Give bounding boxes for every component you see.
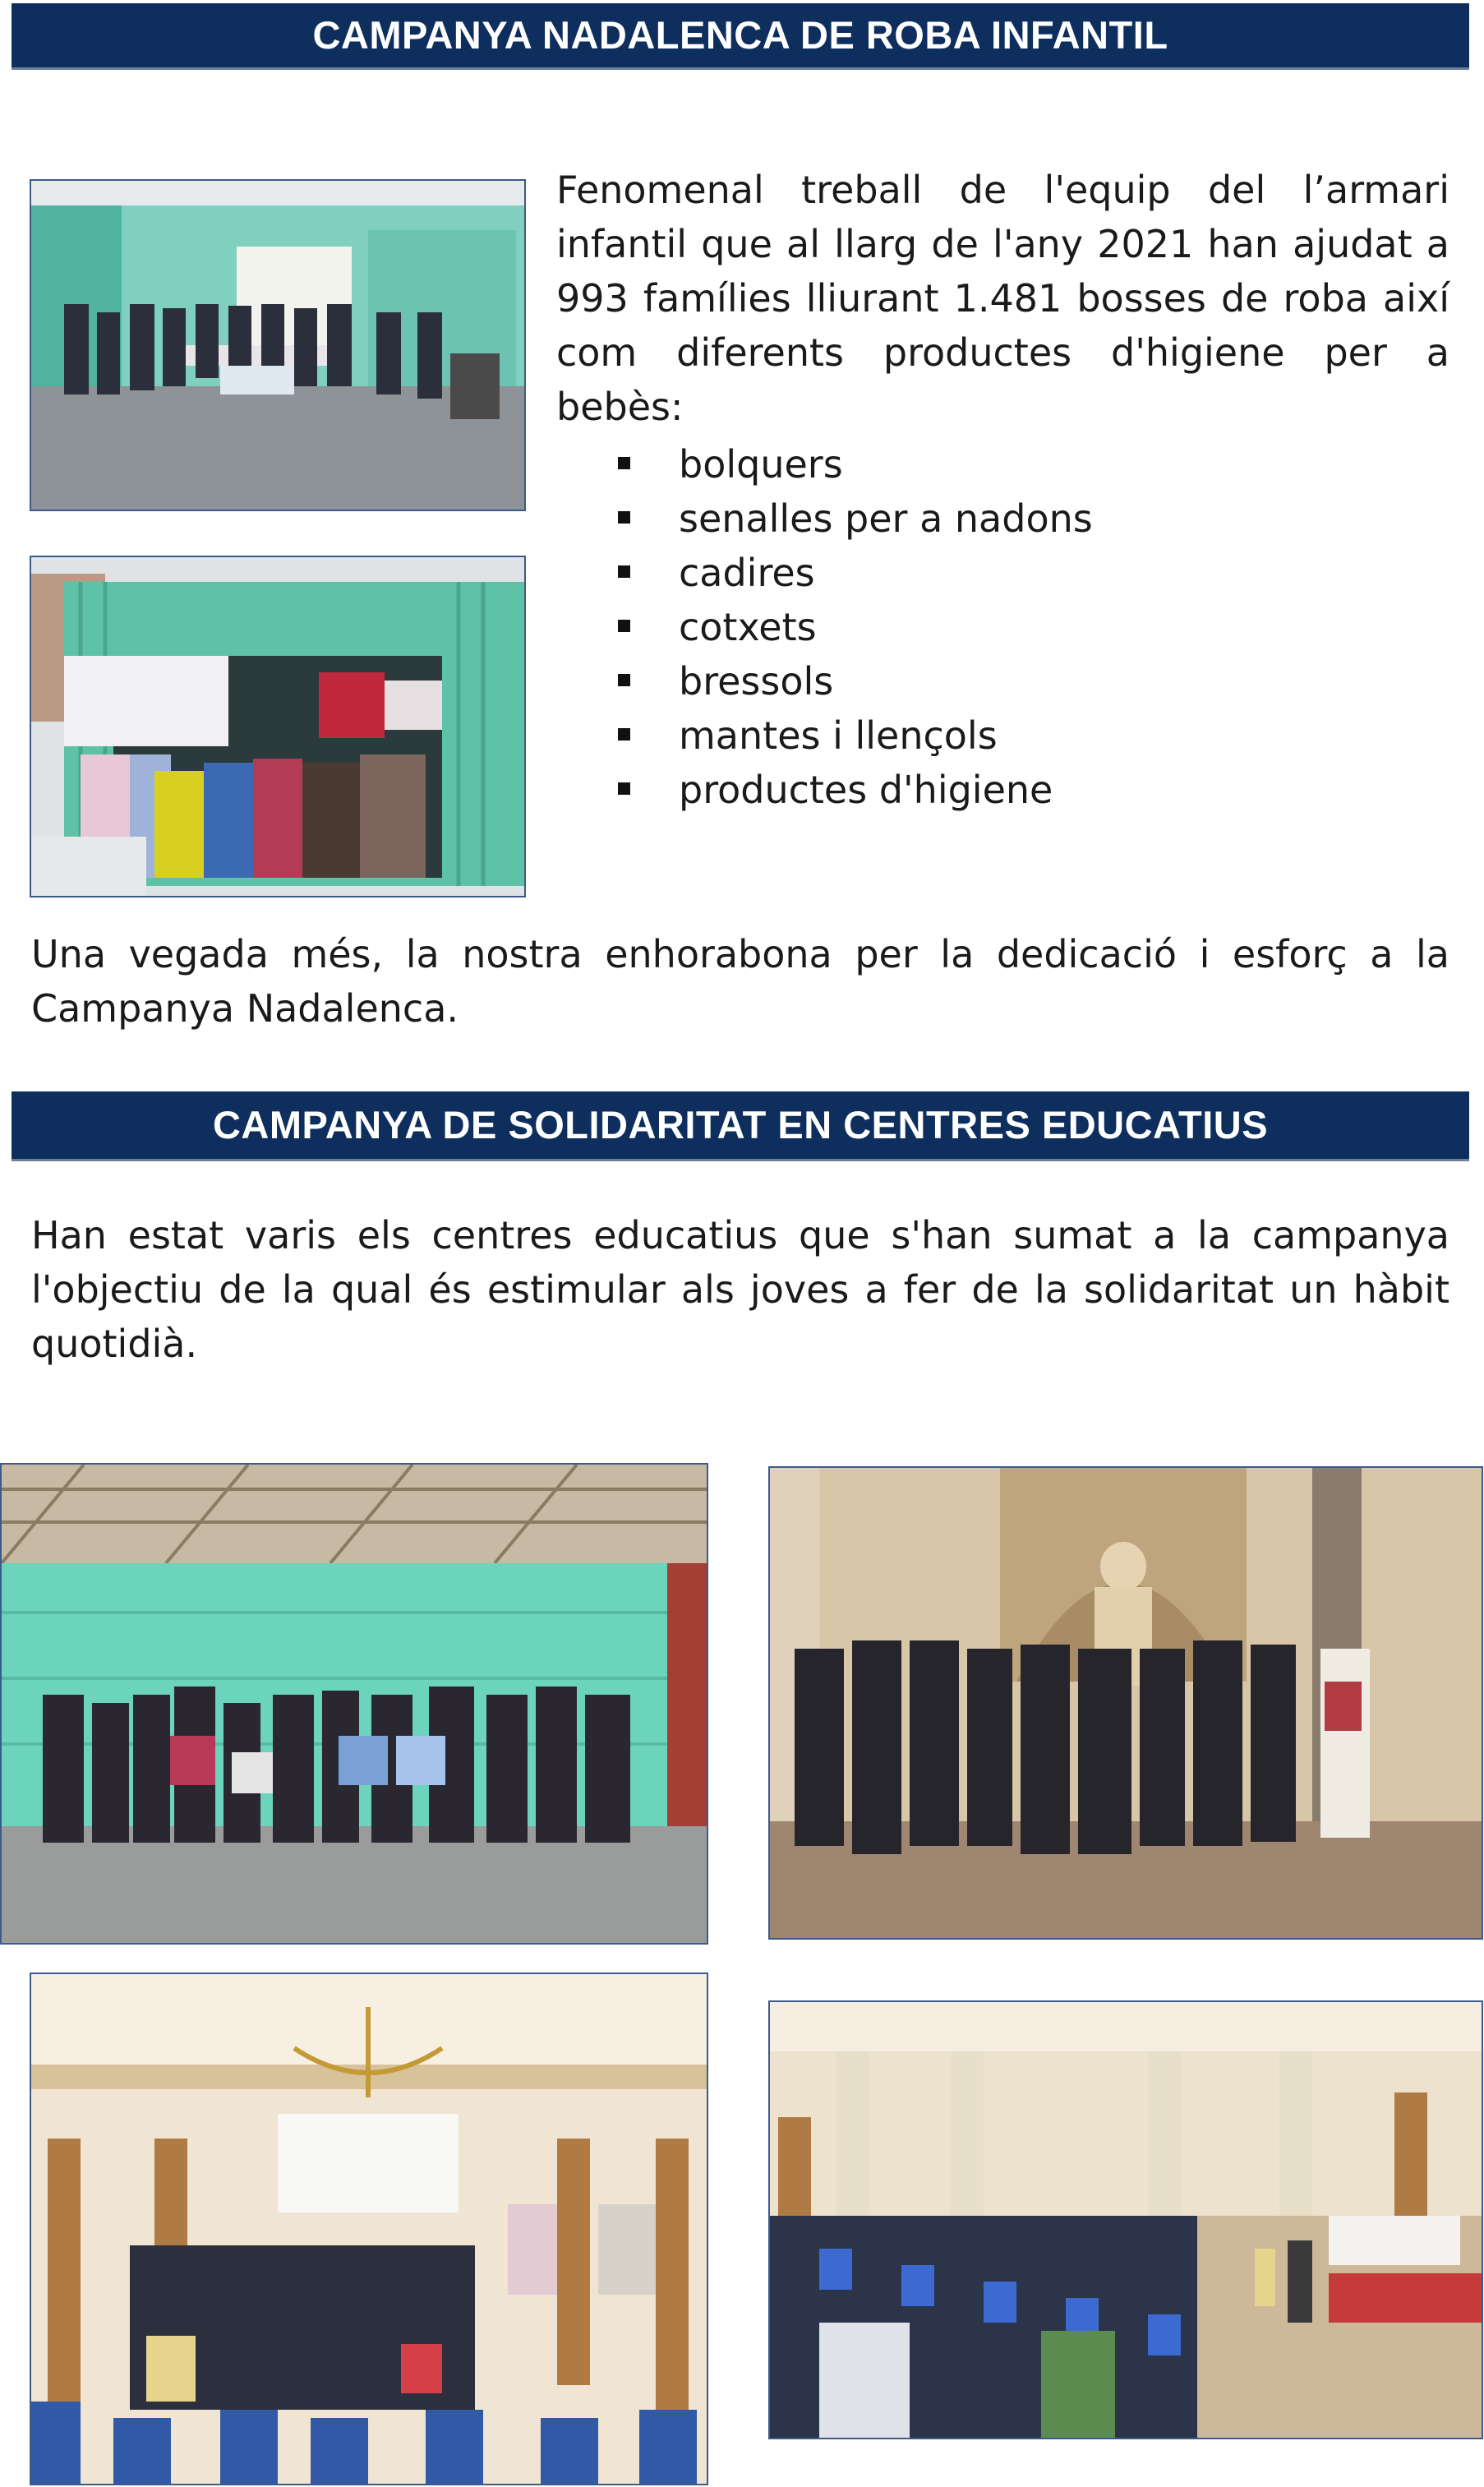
list-item: cotxets <box>618 600 1093 654</box>
square-bullet-icon <box>618 782 630 795</box>
list-item: mantes i llençols <box>618 708 1093 763</box>
list-item: cadires <box>618 546 1093 600</box>
list-item: senalles per a nadons <box>618 491 1093 546</box>
photo-volunteers-team <box>30 179 526 511</box>
intro-paragraph: Fenomenal treball de l'equip del l’armari infantil que al llarg de l'any 2021 han ajudat a 993 famílies lliurant 1.481 bosses de roba així com diferents productes d'higiene per a bebès: <box>556 168 1449 429</box>
square-bullet-icon <box>618 674 630 686</box>
schools-paragraph: Han estat varis els centres educatius que s'han sumat a la campanya l'objectiu de la qual és estimular als joves a fer de la solidaritat un hàbit quotidià. <box>31 1213 1449 1366</box>
photo-students-hall <box>30 1973 708 2485</box>
photo-audience-seated <box>768 2000 1483 2439</box>
section-title: CAMPANYA DE SOLIDARITAT EN CENTRES EDUCATIUS <box>212 1103 1269 1147</box>
products-list <box>618 437 1093 817</box>
section-title: CAMPANYA NADALENCA DE ROBA INFANTIL <box>312 13 1168 57</box>
section-title-banner <box>12 1091 1469 1161</box>
list-item: bressols <box>618 654 1093 708</box>
section-title-banner <box>12 3 1469 70</box>
photo-students-container <box>0 1463 708 1945</box>
list-item: bolquers <box>618 437 1093 491</box>
square-bullet-icon <box>618 565 630 578</box>
square-bullet-icon <box>618 728 630 741</box>
congrats-paragraph: Una vegada més, la nostra enhorabona per la dedicació i esforç a la Campanya Nadalenca. <box>31 932 1449 1031</box>
photo-students-statue <box>768 1466 1483 1940</box>
square-bullet-icon <box>618 620 630 632</box>
photo-clothing-racks <box>30 556 526 897</box>
square-bullet-icon <box>618 457 630 469</box>
list-item: productes d'higiene <box>618 763 1093 817</box>
square-bullet-icon <box>618 511 630 524</box>
